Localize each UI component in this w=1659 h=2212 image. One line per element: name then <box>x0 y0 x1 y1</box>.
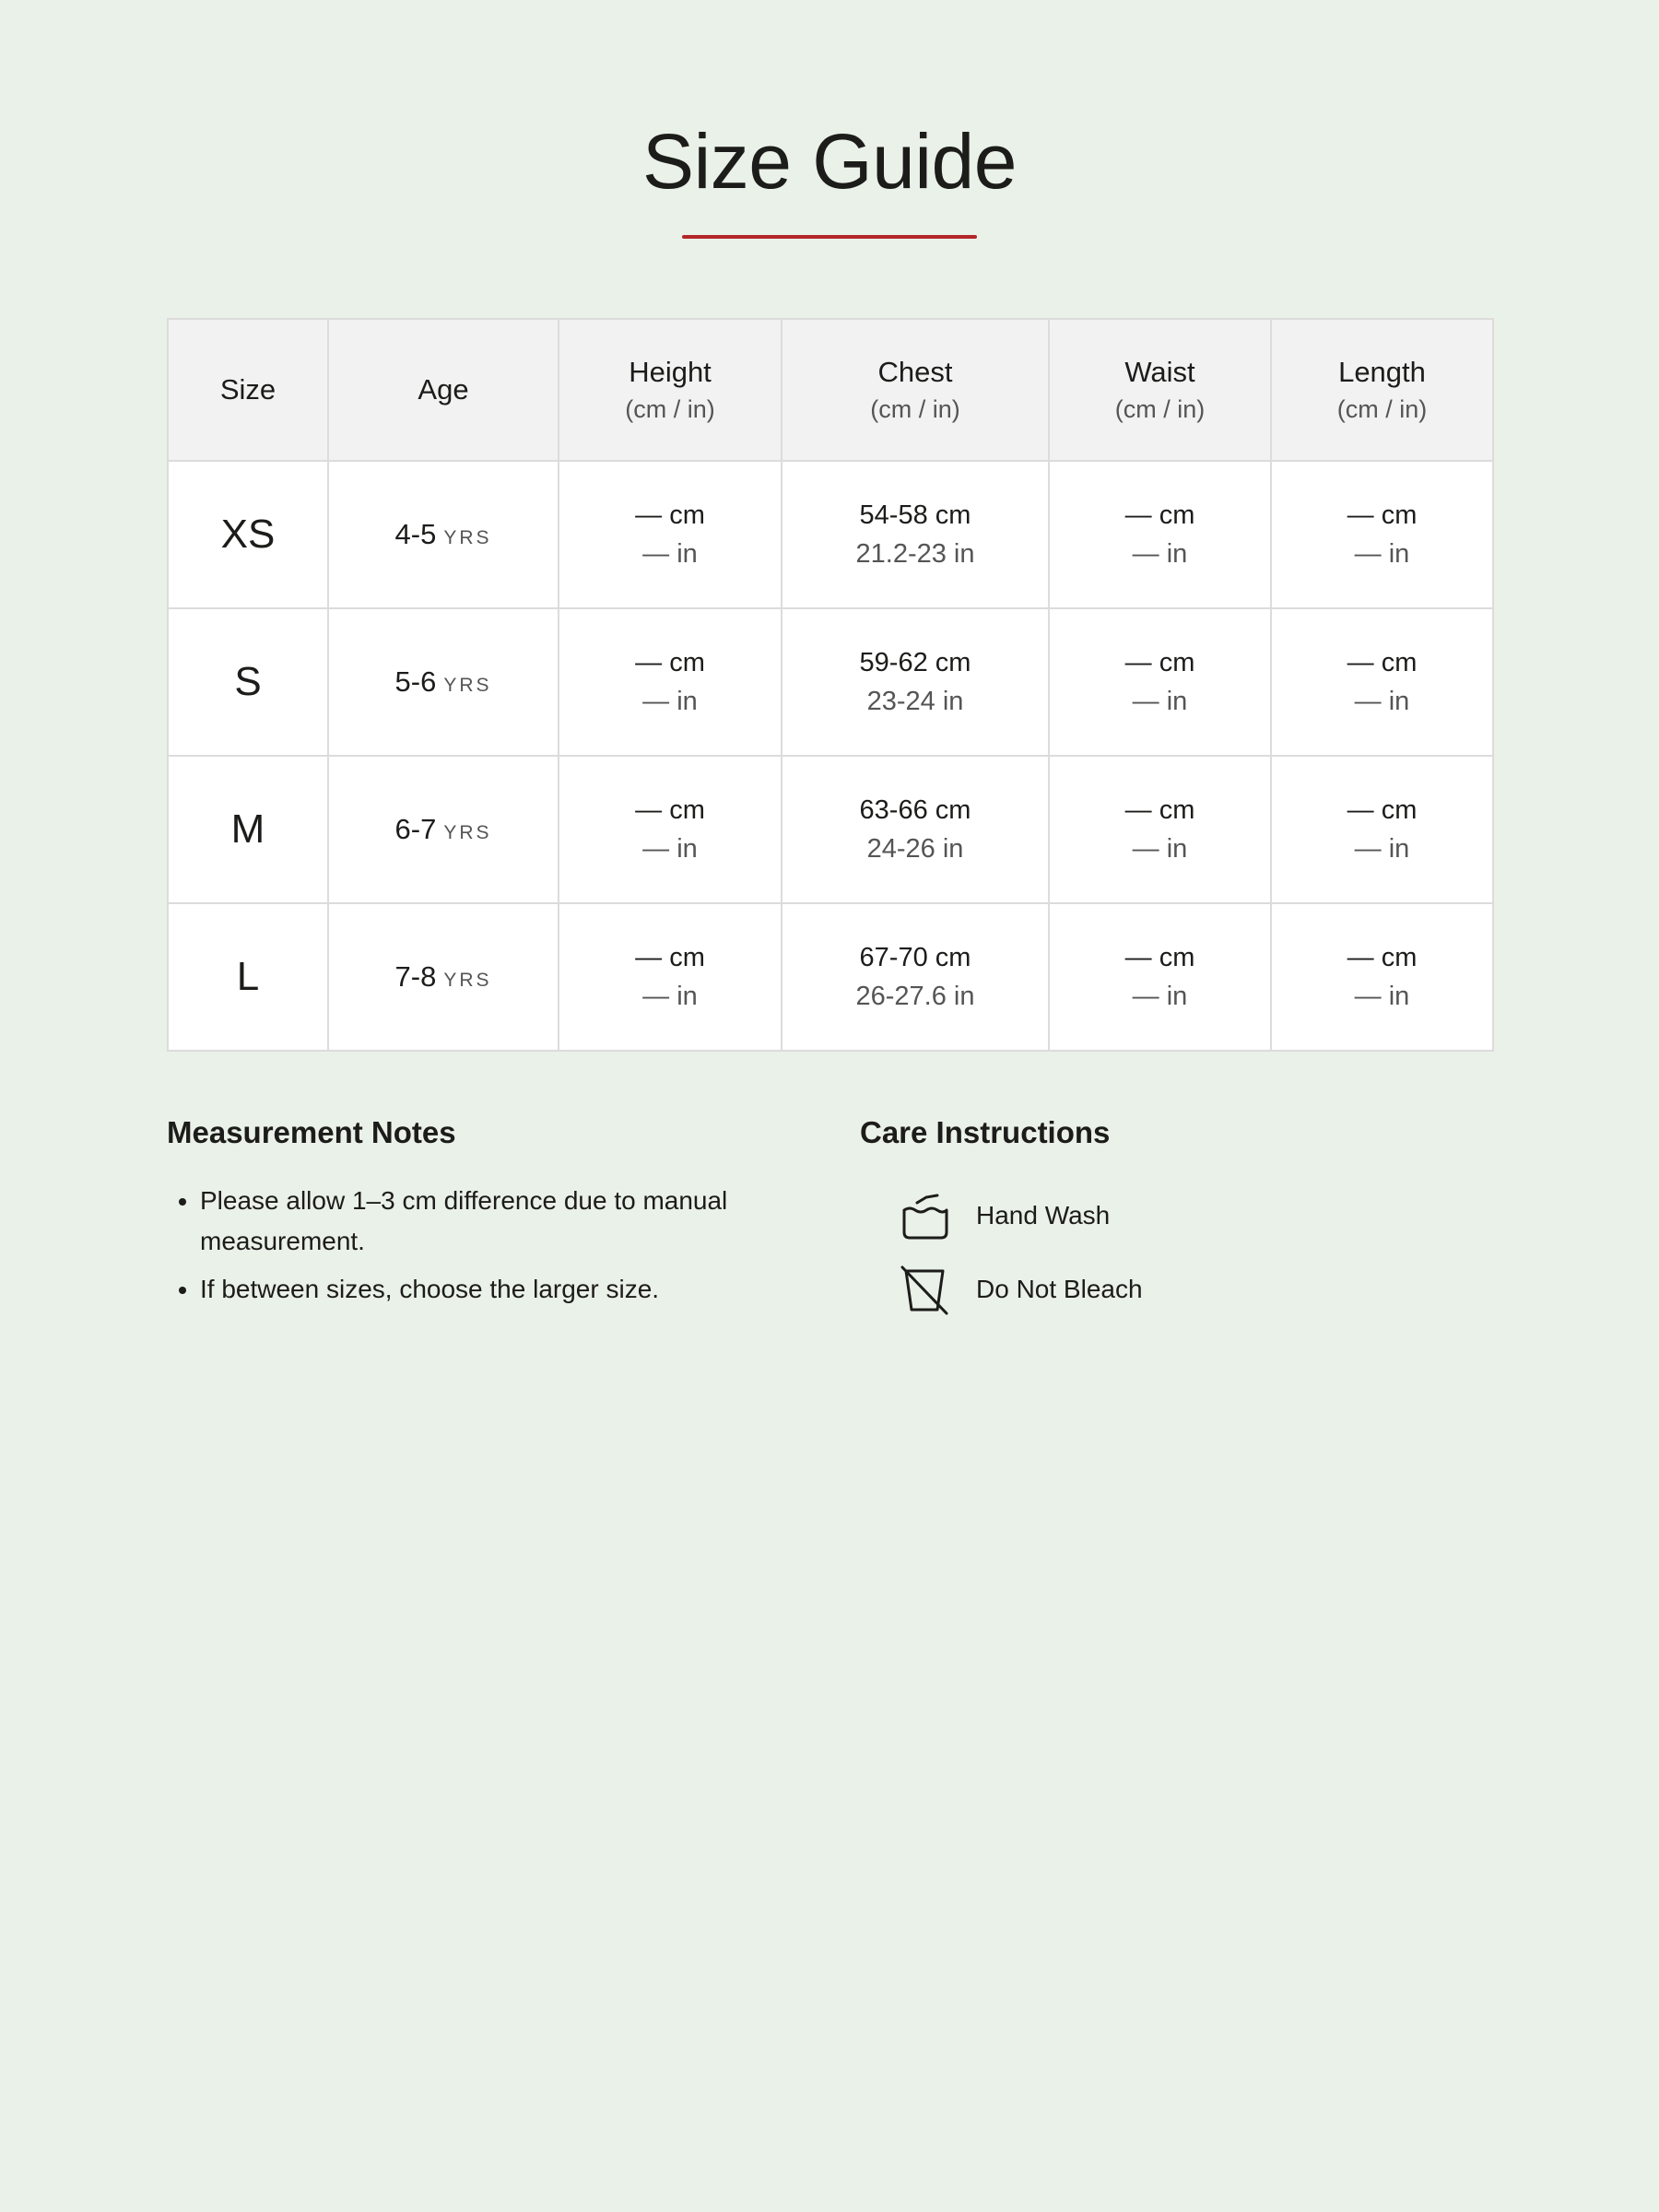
chest-cell: 54-58 cm 21.2-23 in <box>782 461 1049 608</box>
care-instructions-heading: Care Instructions <box>860 1115 1111 1149</box>
care-item-do-not-bleach <box>899 1264 1492 1315</box>
table-row <box>168 461 1493 608</box>
care-label: Do Not Bleach <box>976 1275 1143 1303</box>
column-header-waist: Waist (cm / in) <box>1049 319 1271 461</box>
column-header-length: Length (cm / in) <box>1271 319 1493 461</box>
size-table <box>167 318 1494 1052</box>
height-cell: — cm — in <box>559 903 782 1051</box>
page-title: Size Guide <box>642 118 1017 205</box>
column-header-chest: Chest (cm / in) <box>782 319 1049 461</box>
table-header-row <box>168 319 1493 461</box>
care-label: Hand Wash <box>976 1201 1111 1230</box>
column-header-size: Size <box>168 319 328 461</box>
waist-cell: — cm — in <box>1049 756 1271 903</box>
waist-cell: — cm — in <box>1049 461 1271 608</box>
length-cell: — cm — in <box>1271 903 1493 1051</box>
measurement-notes-list <box>167 1181 812 1310</box>
list-item: • Please allow 1–3 cm difference due to manual measurement. <box>200 1181 812 1262</box>
chest-cell: 59-62 cm 23-24 in <box>782 608 1049 756</box>
column-header-height: Height (cm / in) <box>559 319 782 461</box>
age-cell: 4-5 YRS <box>328 461 559 608</box>
care-instructions <box>860 1111 1492 1315</box>
hand-wash-icon <box>899 1190 950 1241</box>
length-cell: — cm — in <box>1271 756 1493 903</box>
age-cell: 6-7 YRS <box>328 756 559 903</box>
table-row <box>168 903 1493 1051</box>
age-cell: 5-6 YRS <box>328 608 559 756</box>
height-cell: — cm — in <box>559 608 782 756</box>
column-header-age: Age <box>328 319 559 461</box>
length-cell: — cm — in <box>1271 461 1493 608</box>
measurement-notes <box>167 1111 812 1317</box>
size-cell: S <box>168 608 328 756</box>
size-cell: M <box>168 756 328 903</box>
chest-cell: 67-70 cm 26-27.6 in <box>782 903 1049 1051</box>
waist-cell: — cm — in <box>1049 608 1271 756</box>
table-row <box>168 756 1493 903</box>
size-cell: XS <box>168 461 328 608</box>
height-cell: — cm — in <box>559 756 782 903</box>
care-item-hand-wash <box>899 1190 1492 1241</box>
chest-cell: 63-66 cm 24-26 in <box>782 756 1049 903</box>
size-guide-page <box>167 0 1492 1303</box>
do-not-bleach-icon <box>899 1264 950 1315</box>
age-cell: 7-8 YRS <box>328 903 559 1051</box>
table-row <box>168 608 1493 756</box>
title-underline <box>682 235 977 239</box>
height-cell: — cm — in <box>559 461 782 608</box>
size-cell: L <box>168 903 328 1051</box>
list-item: • If between sizes, choose the larger size. <box>200 1269 812 1310</box>
length-cell: — cm — in <box>1271 608 1493 756</box>
waist-cell: — cm — in <box>1049 903 1271 1051</box>
measurement-notes-heading: Measurement Notes <box>167 1115 456 1149</box>
